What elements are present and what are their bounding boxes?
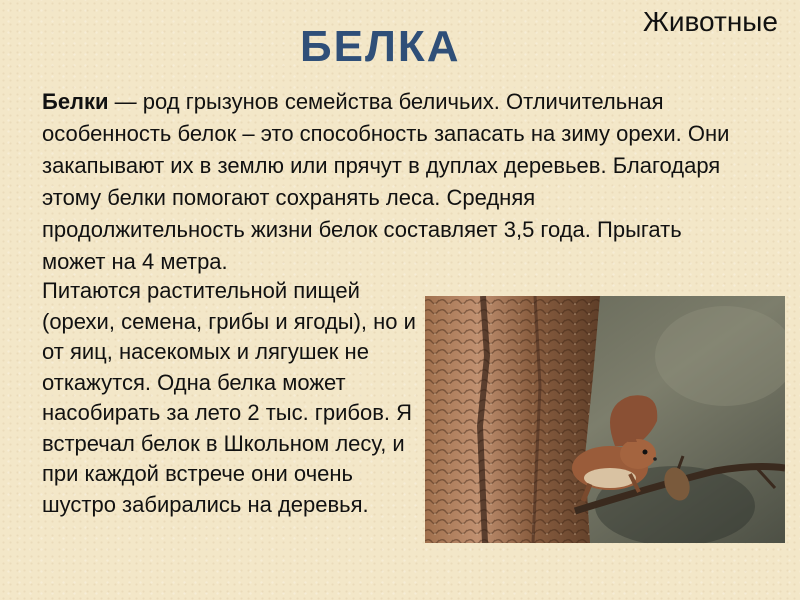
category-label: Животные (643, 6, 778, 37)
squirrel-photo (425, 296, 785, 543)
intro-paragraph (42, 86, 732, 278)
slide-title: БЕЛКА (300, 22, 461, 71)
squirrel-photo-graphic (425, 296, 785, 543)
intro-term: Белки (42, 89, 109, 114)
body-paragraph: Питаются растительной пищей (орехи, семена, грибы и ягоды), но и от яиц, насекомых и лягушек не откажутся. Одна белка может насобирать за лето 2 тыс. грибов. Я встречал белок в Школьном лесу, и при каждой встрече они очень шустро забирались на деревья. (42, 278, 416, 517)
intro-text: — род грызунов семейства беличьих. Отличительная особенность белок – это способность запасать на зиму орехи. Они закапывают их в землю или прячут в дуплах деревьев. Благодаря этому белки помогают сохранять леса. Средняя продолжительность жизни белок составляет 3,5 года. Прыгать может на 4 метра. (42, 89, 730, 274)
